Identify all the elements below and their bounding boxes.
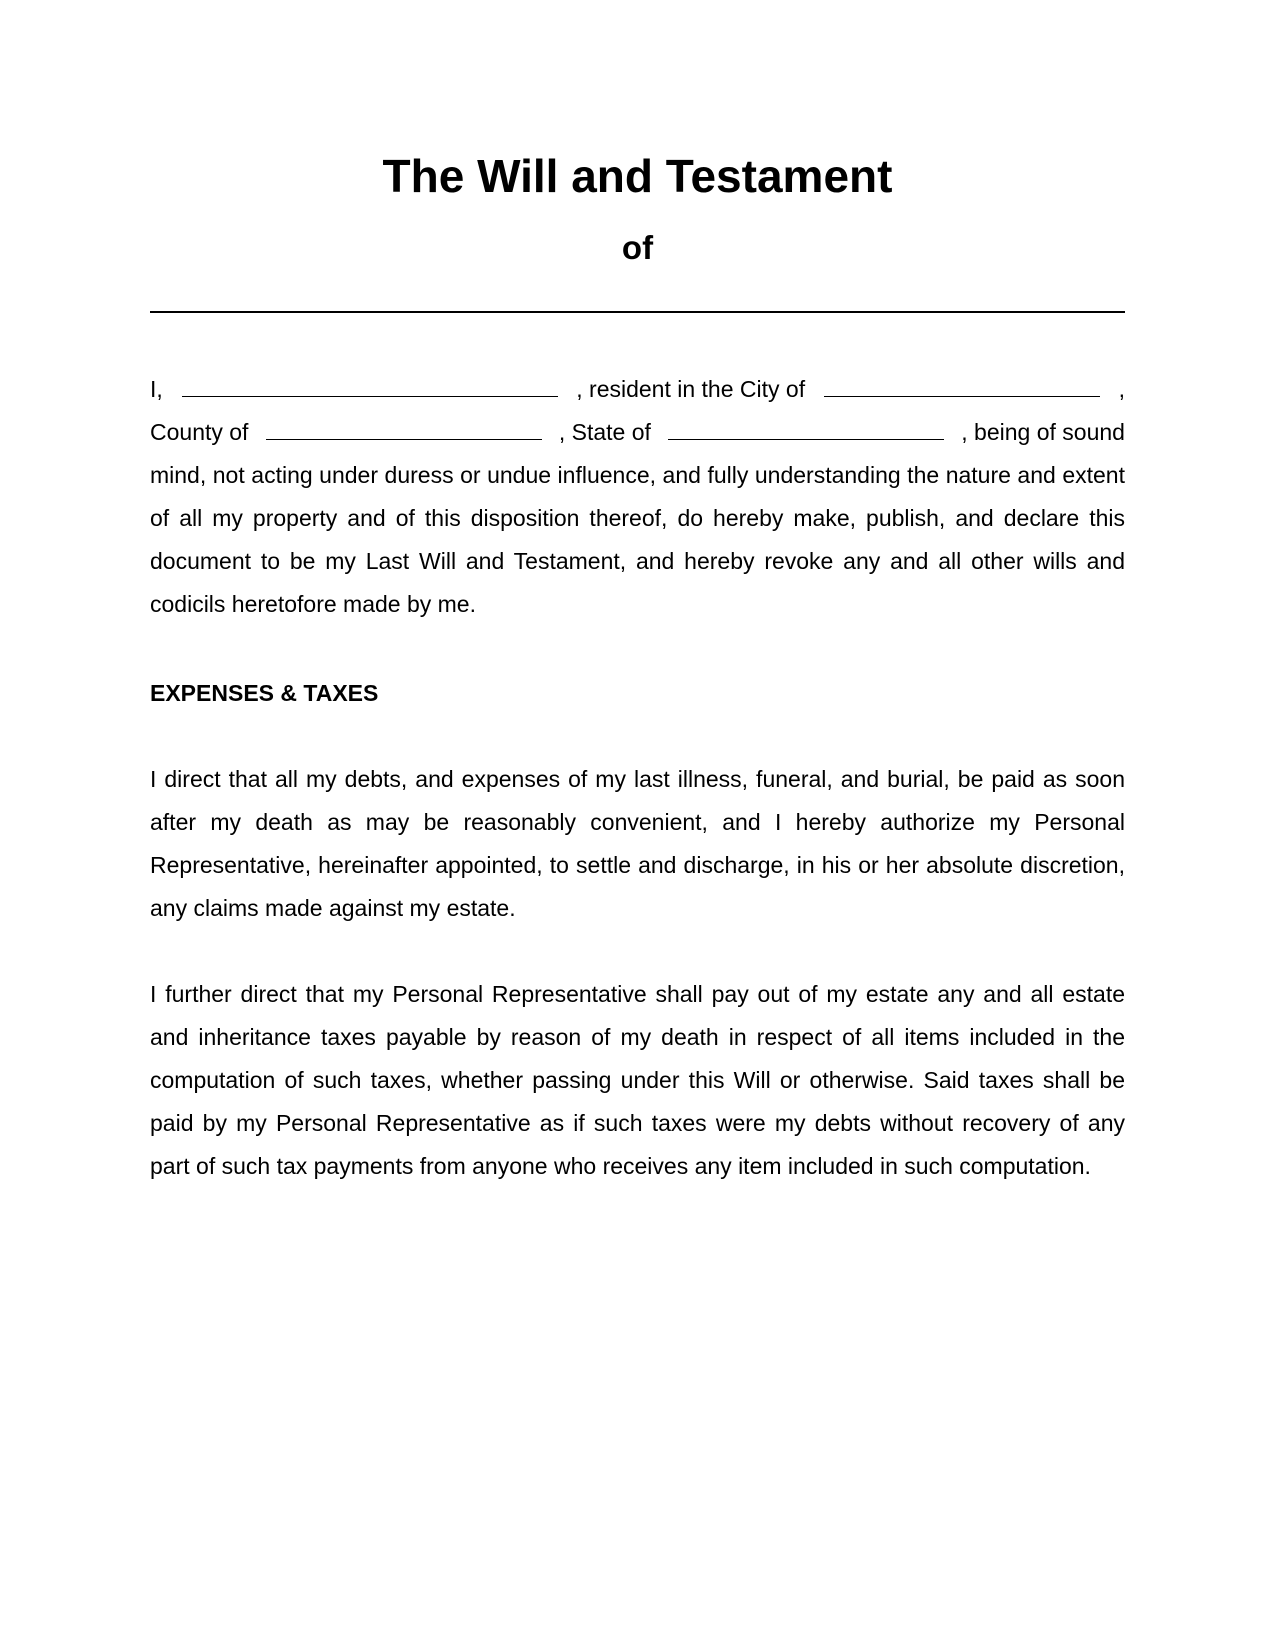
testator-name-field[interactable] [182,370,558,397]
document-subtitle: of [621,229,654,266]
expenses-paragraph: I direct that all my debts, and expenses of my last illness, funeral, and burial, be paid as soon after my death as may be reasonably convenient, and I hereby authorize my Personal Representative, hereinafter appointed, to settle and discharge, in his or her absolute discretion, any claims made against my estate. [150,766,1125,921]
city-field[interactable] [824,370,1100,397]
intro-line2-suffix: , being of sound [961,419,1125,445]
intro-line2-state-label: , State of [558,419,651,445]
state-field[interactable] [668,413,944,440]
intro-body-text: mind, not acting under duress or undue influence, and fully understanding the nature and extent of all my property and of this disposition thereof, do hereby make, publish, and declare this document to be my Last Will and Testament, and hereby revoke any and all other wills and codicils heretofore made by me. [150,462,1125,617]
testator-name-blank[interactable] [150,311,1125,313]
document-title: The Will and Testament [382,150,893,202]
taxes-paragraph: I further direct that my Personal Representative shall pay out of my estate any and all estate and inheritance taxes payable by reason of my death in respect of all items included in the computation of such taxes, whether passing under this Will or otherwise. Said taxes shall be paid by my Personal Representative as if such taxes were my debts without recovery of any part of such tax payments from anyone who receives any item included in such computation. [150,981,1125,1179]
intro-line-2 [150,411,1125,454]
intro-line1-city-label: , resident in the City of [576,376,806,402]
document-page [150,0,1125,1650]
section-heading-expenses-taxes: EXPENSES & TAXES [150,680,379,706]
county-field[interactable] [266,413,542,440]
intro-line2-county-label: County of [150,419,249,445]
intro-line-1 [150,368,1125,411]
intro-line1-prefix: I, [150,376,163,402]
intro-line1-suffix: , [1118,376,1125,402]
intro-paragraph [150,368,1125,626]
